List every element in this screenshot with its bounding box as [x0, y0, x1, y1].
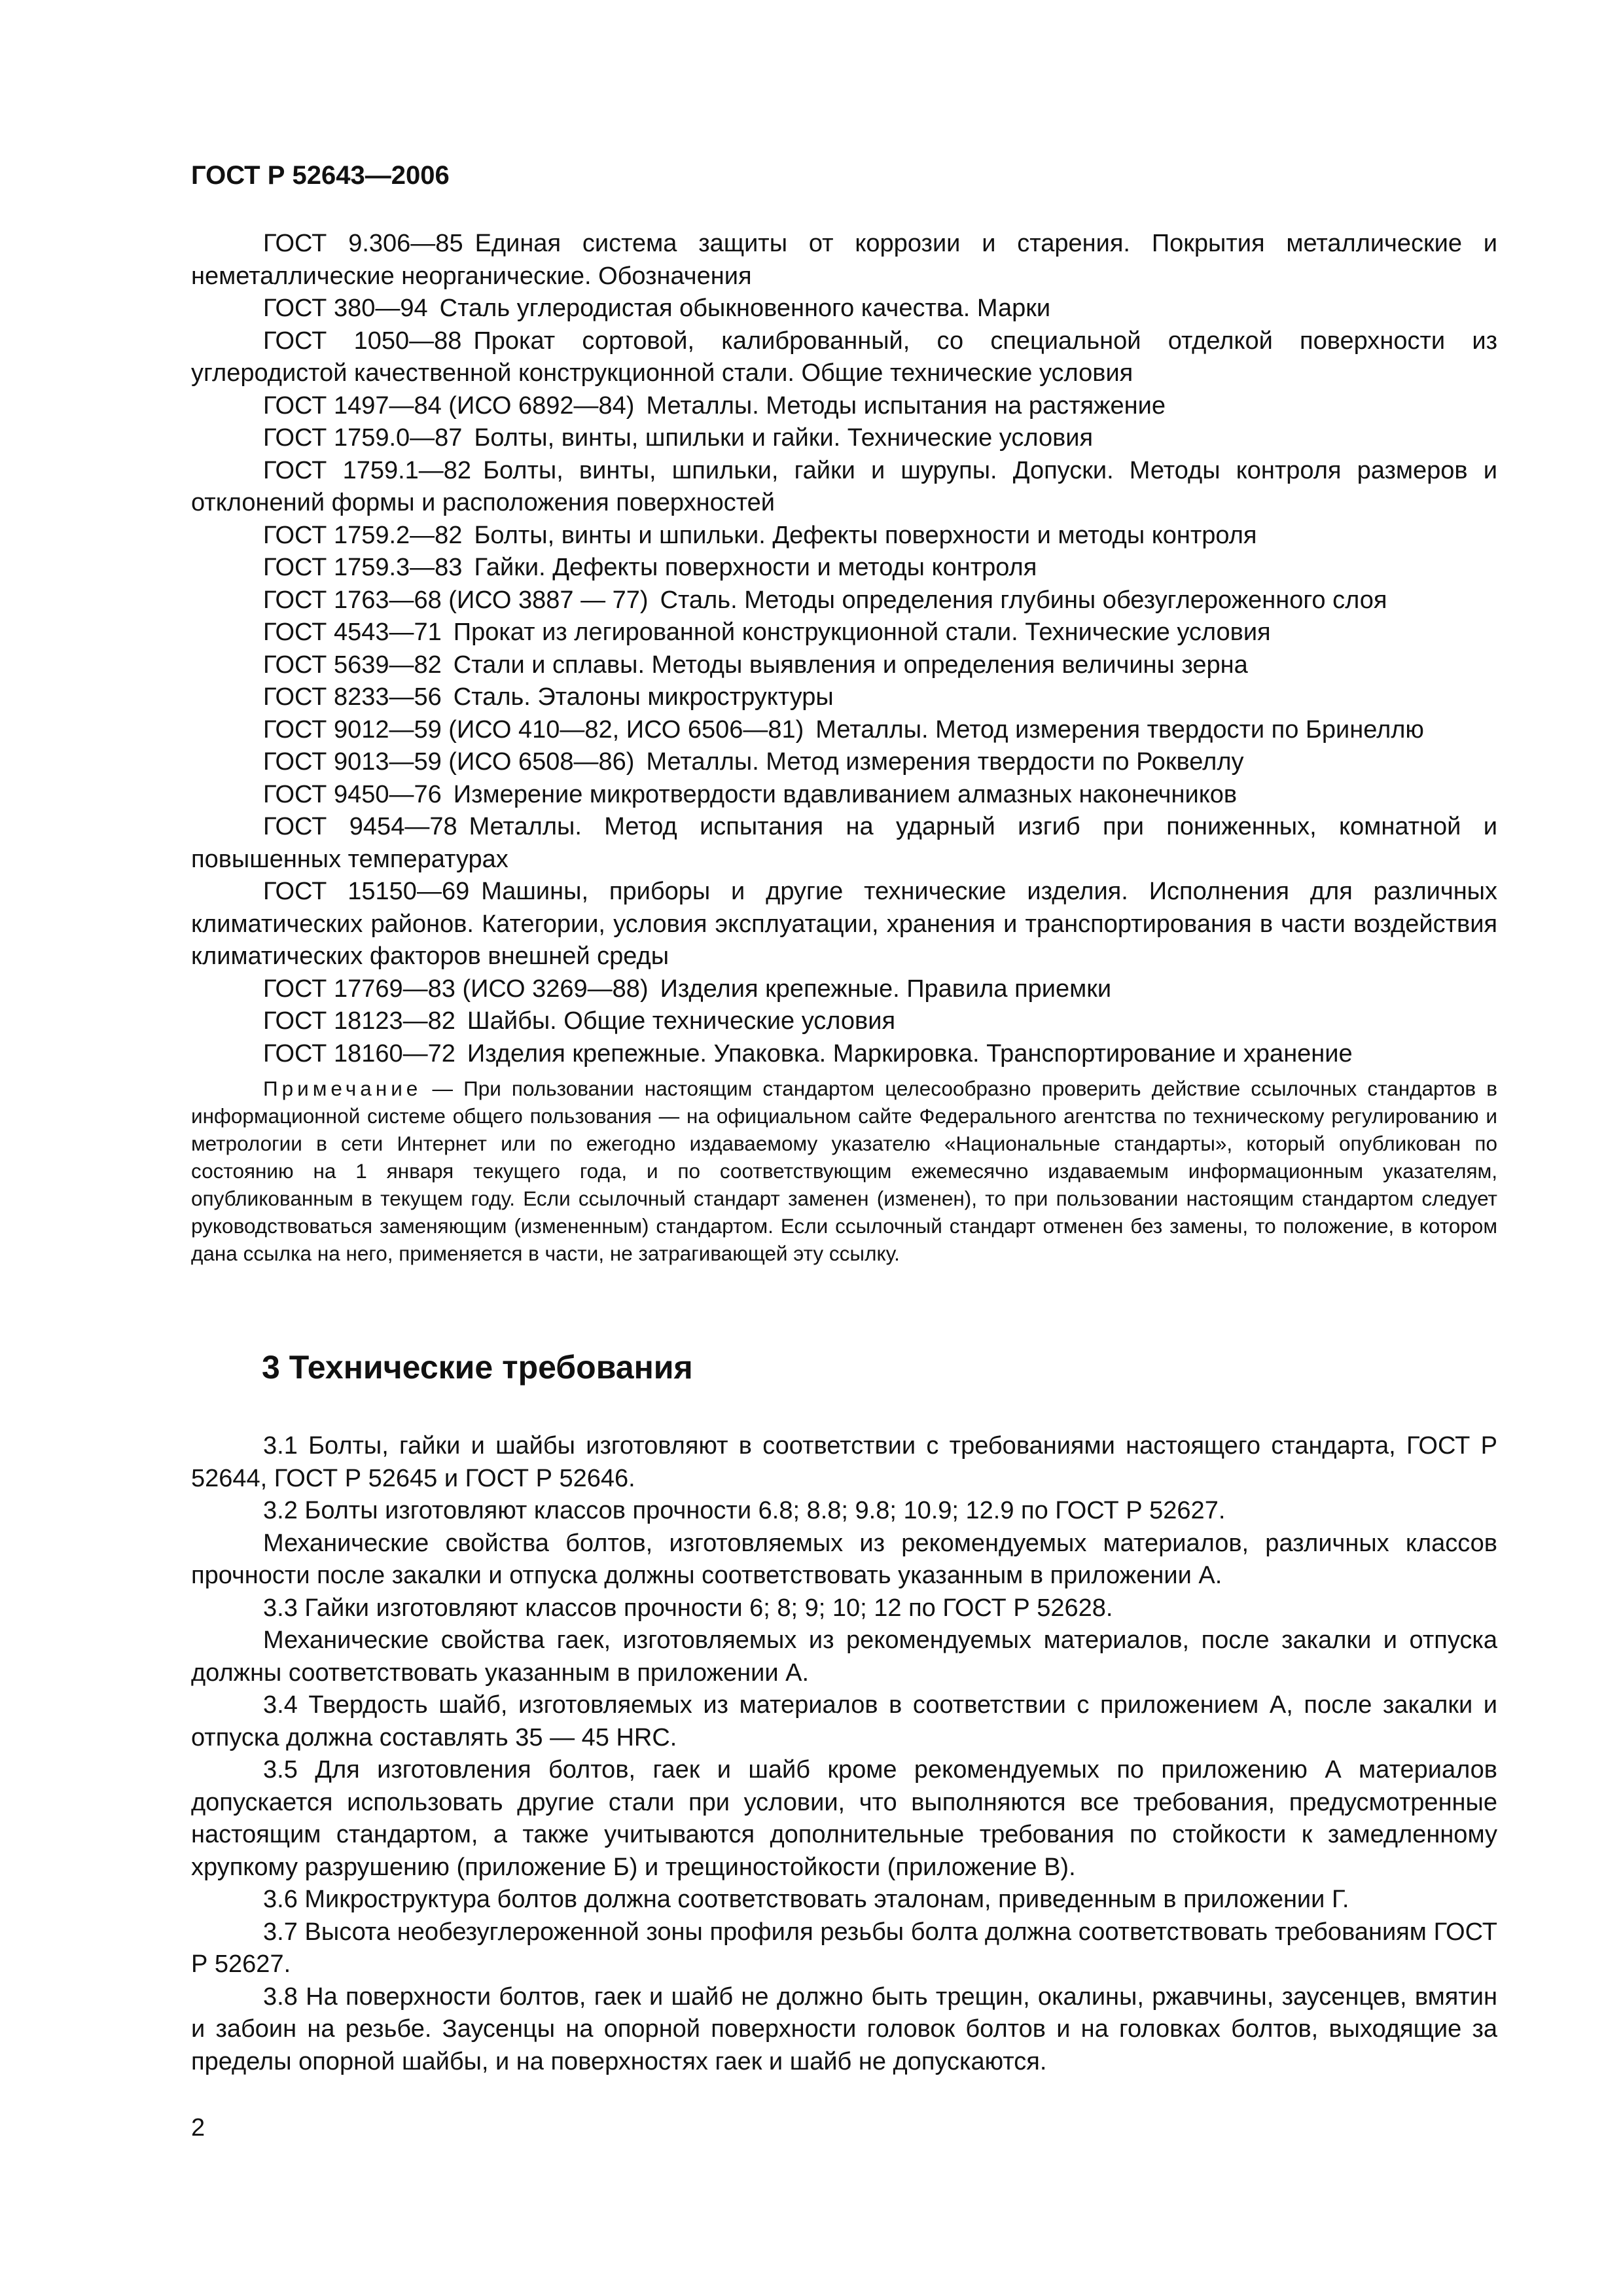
reference-title: Шайбы. Общие технические условия — [467, 1007, 896, 1035]
requirement-paragraph: 3.3 Гайки изготовляют классов прочности 6; 8; 9; 10; 12 по ГОСТ Р 52628. — [263, 1594, 1113, 1622]
note-paragraph — [191, 1075, 1497, 1267]
reference-item — [191, 390, 1497, 423]
reference-code: ГОСТ 9012—59 (ИСО 410—82, ИСО 6506—81) — [263, 715, 804, 744]
reference-title: Измерение микротвердости вдавливанием алмазных наконечников — [453, 780, 1238, 808]
reference-title: Прокат из легированной конструкционной стали. Технические условия — [453, 619, 1271, 646]
requirement-paragraph: 3.6 Микроструктура болтов должна соответствовать эталонам, приведенным в приложении Г. — [263, 1886, 1349, 1913]
normative-references — [191, 228, 1497, 1070]
reference-item — [191, 1005, 1497, 1038]
reference-title: Болты, винты и шпильки. Дефекты поверхности и методы контроля — [474, 521, 1257, 549]
reference-title: Металлы. Метод измерения твердости по Бринеллю — [815, 715, 1424, 744]
requirements — [191, 1430, 1497, 2078]
reference-title: Машины, приборы и другие технические изделия. Исполнения для различных климатических районов. Категории, условия эксплуатации, хранения и транспортирования в части воздействия климатических факторов внешней среды — [191, 878, 1497, 970]
reference-item — [191, 325, 1497, 390]
reference-item — [191, 617, 1497, 649]
page-header: ГОСТ Р 52643—2006 — [191, 161, 450, 190]
reference-item — [191, 520, 1497, 552]
requirement-paragraph: Механические свойства гаек, изготовляемых из рекомендуемых материалов, после закалки и отпуска должны соответствовать указанным в приложении А. — [191, 1626, 1497, 1687]
reference-code: ГОСТ 1759.3—83 — [263, 554, 463, 581]
reference-item — [191, 681, 1497, 714]
requirement-paragraph: 3.8 На поверхности болтов, гаек и шайб не должно быть трещин, окалины, ржавчины, заусенцев, вмятин и забоин на резьбе. Заусенцы на опорной поверхности головок болтов и на головках болтов, выходящие за пределы опорной шайбы, и на поверхностях гаек и шайб не допускаются. — [191, 1982, 1497, 2075]
reference-code: ГОСТ 1763—68 (ИСО 3887 — 77) — [263, 586, 649, 614]
reference-code: ГОСТ 5639—82 — [263, 651, 442, 679]
reference-item — [191, 1038, 1497, 1071]
requirement-paragraph: 3.1 Болты, гайки и шайбы изготовляют в соответствии с требованиями настоящего стандарта, ГОСТ Р 52644, ГОСТ Р 52645 и ГОСТ Р 52646. — [191, 1432, 1497, 1492]
reference-title: Сталь. Методы определения глубины обезуглероженного слоя — [660, 586, 1387, 614]
reference-title: Металлы. Метод испытания на ударный изгиб при пониженных, комнатной и повышенных температурах — [191, 813, 1497, 873]
reference-title: Металлы. Метод измерения твердости по Роквеллу — [646, 748, 1244, 776]
reference-item — [191, 649, 1497, 682]
reference-title: Изделия крепежные. Упаковка. Маркировка. Транспортирование и хранение — [467, 1039, 1353, 1067]
reference-code: ГОСТ 9454—78 — [263, 813, 457, 840]
reference-item — [191, 228, 1497, 293]
reference-title: Металлы. Методы испытания на растяжение — [646, 391, 1166, 420]
reference-item — [191, 455, 1497, 520]
reference-code: ГОСТ 1050—88 — [263, 327, 462, 355]
reference-item — [191, 811, 1497, 876]
reference-title: Сталь. Эталоны микроструктуры — [453, 683, 834, 711]
reference-code: ГОСТ 18123—82 — [263, 1007, 455, 1035]
reference-code: ГОСТ 1759.2—82 — [263, 521, 463, 549]
page-number: 2 — [191, 2114, 205, 2142]
note-label: Примечание — [263, 1077, 422, 1100]
reference-item — [191, 876, 1497, 973]
requirement-paragraph: 3.5 Для изготовления болтов, гаек и шайб кроме рекомендуемых по приложению А материалов допускается использовать другие стали при условии, что выполняются все требования, предусмотренные настоящим стандартом, а также учитываются дополнительные требования по стойкости к замедленному хрупкому разрушению (приложение Б) и трещиностойкости (приложение В). — [191, 1756, 1497, 1881]
reference-item — [191, 584, 1497, 617]
reference-code: ГОСТ 1759.0—87 — [263, 424, 463, 452]
reference-code: ГОСТ 8233—56 — [263, 683, 442, 711]
reference-code: ГОСТ 380—94 — [263, 295, 428, 322]
reference-title: Единая система защиты от коррозии и старения. Покрытия металлические и неметаллические неорганические. Обозначения — [191, 230, 1498, 290]
reference-title: Гайки. Дефекты поверхности и методы контроля — [474, 554, 1037, 581]
reference-item — [191, 973, 1497, 1006]
requirement-paragraph: 3.2 Болты изготовляют классов прочности 6.8; 8.8; 9.8; 10.9; 12.9 по ГОСТ Р 52627. — [263, 1497, 1226, 1524]
reference-code: ГОСТ 1759.1—82 — [263, 456, 472, 484]
reference-item — [191, 293, 1497, 325]
requirement-paragraph: 3.4 Твердость шайб, изготовляемых из материалов в соответствии с приложением А, после закалки и отпуска должна составлять 35 — 45 HRC. — [191, 1691, 1497, 1751]
requirement-paragraph: 3.7 Высота необезуглероженной зоны профиля резьбы болта должна соответствовать требованиям ГОСТ Р 52627. — [191, 1918, 1497, 1978]
reference-item — [191, 779, 1497, 812]
reference-code: ГОСТ 17769—83 (ИСО 3269—88) — [263, 975, 649, 1003]
reference-item — [191, 422, 1497, 455]
reference-item — [191, 746, 1497, 779]
reference-title: Болты, винты, шпильки и гайки. Технические условия — [474, 424, 1094, 452]
reference-code: ГОСТ 9450—76 — [263, 780, 442, 808]
reference-title: Прокат сортовой, калиброванный, со специальной отделкой поверхности из углеродистой качественной конструкционной стали. Общие технические условия — [191, 327, 1497, 387]
reference-code: ГОСТ 18160—72 — [263, 1039, 455, 1067]
reference-title: Изделия крепежные. Правила приемки — [660, 975, 1112, 1003]
reference-code: ГОСТ 15150—69 — [263, 878, 470, 905]
reference-title: Болты, винты, шпильки, гайки и шурупы. Допуски. Методы контроля размеров и отклонений формы и расположения поверхностей — [191, 456, 1497, 516]
section-title: 3 Технические требования — [262, 1349, 693, 1386]
reference-item — [191, 552, 1497, 584]
requirement-paragraph: Механические свойства болтов, изготовляемых из рекомендуемых материалов, различных классов прочности после закалки и отпуска должны соответствовать указанным в приложении А. — [191, 1529, 1497, 1589]
reference-code: ГОСТ 9.306—85 — [263, 230, 463, 257]
reference-item — [191, 714, 1497, 747]
reference-code: ГОСТ 1497—84 (ИСО 6892—84) — [263, 391, 635, 420]
note-text: — При пользовании настоящим стандартом целесообразно проверить действие ссылочных стандартов в информационной системе общего пользования — на официальном сайте Федерального агентства по техническому регулированию и метрологии в сети Интернет или по ежегодно издаваемому указателю «Национальные стандарты», который опубликован по состоянию на 1 января текущего года, и по соответствующим ежемесячно издаваемым информационным указателям, опубликованным в текущем году. Если ссылочный стандарт заменен (изменен), то при пользовании настоящим стандартом следует руководствоваться заменяющим (измененным) стандартом. Если ссылочный стандарт отменен без замены, то положение, в котором дана ссылка на него, применяется в части, не затрагивающей эту ссылку. — [191, 1077, 1497, 1265]
reference-title: Стали и сплавы. Методы выявления и определения величины зерна — [453, 651, 1248, 679]
reference-code: ГОСТ 9013—59 (ИСО 6508—86) — [263, 748, 635, 776]
reference-code: ГОСТ 4543—71 — [263, 619, 442, 646]
reference-title: Сталь углеродистая обыкновенного качества. Марки — [439, 295, 1051, 322]
